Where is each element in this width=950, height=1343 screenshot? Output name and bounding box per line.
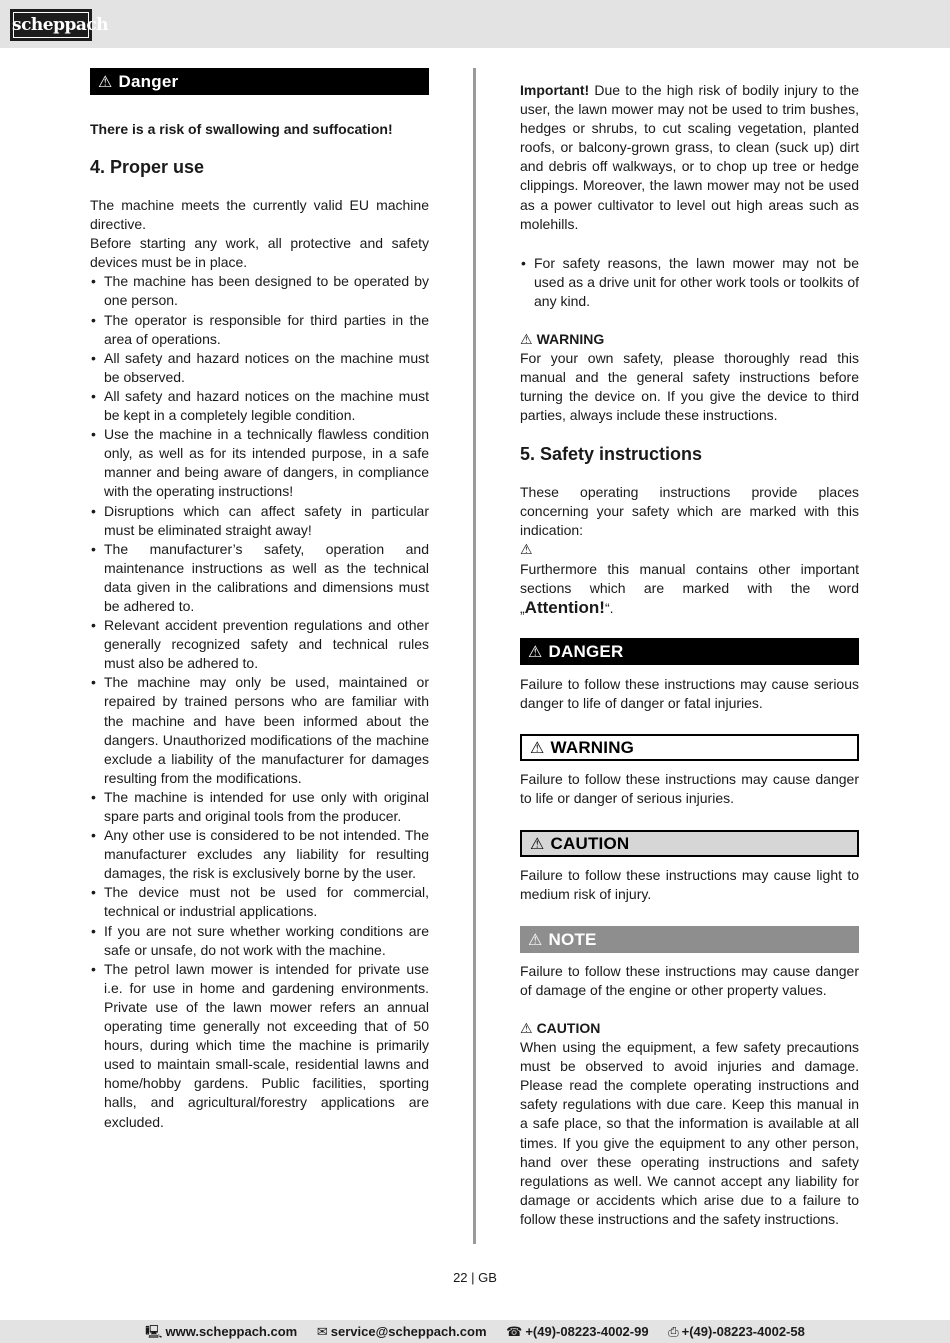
attention-word: Attention! (524, 598, 605, 618)
danger-text: There is a risk of swallowing and suffocation! (90, 121, 393, 137)
warning-triangle-icon: ⚠ (528, 932, 543, 949)
warning-triangle-icon: ⚠ (530, 740, 545, 757)
safety-bullet-list (520, 254, 859, 311)
list-item: • The petrol lawn mower is intended for private use i.e. for use in home and gardening environments. Private use of the lawn mower refers an annual operating time generally not exceeding that of 50 hours, during which time the machine is primarily used to maintain small-scale, residential lawns and home/hobby gardens. Public facilities, sporting halls, and agricultural/forestry applications are excluded. (90, 960, 429, 1132)
danger-box (90, 68, 429, 95)
caution-box (520, 830, 859, 857)
warning-heading (520, 330, 859, 349)
list-item: • All safety and hazard notices on the machine must be observed. (90, 349, 429, 387)
footer-phone[interactable] (506, 1324, 648, 1339)
email-text: service@scheppach.com (330, 1324, 487, 1339)
note-box (520, 926, 859, 953)
proper-use-body (90, 196, 429, 1132)
safety-intro (520, 483, 859, 559)
list-item: • Any other use is considered to be not intended. The manufacturer excludes any liability for resulting damages, the risk is exclusively borne by the user. (90, 826, 429, 883)
list-item: • The machine may only be used, maintained or repaired by trained persons who are familiar with the machine and have been informed about the dangers. Unauthorized modifications of the machine exclude a liability of the manufacturer for damages resulting from the modifications. (90, 673, 429, 788)
fax-icon: ⎙ (668, 1324, 679, 1339)
warning-text: For your own safety, please thoroughly read this manual and the general safety instructions before turning the device on. If you give the device to third parties, always include these instructions. (520, 350, 859, 424)
warning-label: WARNING (550, 738, 635, 757)
attention-text: Furthermore this manual contains other important sections which are marked with the word „ (520, 561, 859, 617)
caution-description: Failure to follow these instructions may cause light to medium risk of injury. (520, 867, 859, 903)
warning-description: Failure to follow these instructions may cause danger to life or danger of serious injuries. (520, 771, 859, 807)
caution-notice (520, 1019, 859, 1229)
important-paragraph (520, 81, 859, 234)
list-item: • For safety reasons, the lawn mower may not be used as a drive unit for other work tools or toolkits of any kind. (520, 254, 859, 311)
warning-box (520, 734, 859, 761)
caution-heading (520, 1019, 859, 1038)
caution-heading-label: CAUTION (536, 1020, 601, 1036)
phone-icon: ☎ (506, 1324, 523, 1339)
header-bar (0, 0, 950, 48)
list-item: • The machine has been designed to be operated by one person. (90, 272, 429, 310)
warning-triangle-icon: ⚠ (528, 644, 543, 661)
warning-triangle-icon: ⚠ (530, 836, 545, 853)
intro-paragraph-2: Before starting any work, all protective and safety devices must be in place. (90, 235, 429, 271)
page-number: 22 | GB (453, 1270, 497, 1285)
footer-email[interactable] (317, 1324, 487, 1339)
list-item: • Disruptions which can affect safety in particular must be eliminated straight away! (90, 502, 429, 540)
list-item: • All safety and hazard notices on the machine must be kept in a completely legible condition. (90, 387, 429, 425)
note-label: NOTE (548, 930, 597, 949)
note-description: Failure to follow these instructions may cause danger of damage of the engine or other property values. (520, 963, 859, 999)
list-item: • Relevant accident prevention regulations and other generally recognized safety and technical rules must also be adhered to. (90, 616, 429, 673)
footer-bar (0, 1320, 950, 1343)
attention-paragraph (520, 560, 859, 618)
danger-box (520, 638, 859, 665)
intro-paragraph-1: The machine meets the currently valid EU machine directive. (90, 197, 429, 233)
column-divider (473, 68, 476, 1244)
danger-description: Failure to follow these instructions may cause serious danger to life of danger or fatal injuries. (520, 676, 859, 712)
danger-label: Danger (118, 72, 179, 91)
caution-text: When using the equipment, a few safety precautions must be observed to avoid injuries and damage. Please read the complete operating instructions and safety regulations with due care. Keep this manual in a safe place, so that the information is available at all times. If you give the equipment to any other person, hand over these operating instructions and safety regulations as well. We cannot accept any liability for damage or accidents which arise due to a failure to follow these instructions and the safety instructions. (520, 1039, 859, 1227)
warning-triangle-icon: ⚠ (520, 331, 533, 347)
list-item: • The operator is responsible for third parties in the area of operations. (90, 311, 429, 349)
website-text: www.scheppach.com (165, 1324, 298, 1339)
warning-heading-label: WARNING (536, 331, 605, 347)
indication-symbol (520, 540, 859, 559)
caution-label: CAUTION (550, 834, 630, 853)
list-item: • The machine is intended for use only with original spare parts and original tools from the producer. (90, 788, 429, 826)
monitor-icon: 🖳 (145, 1324, 163, 1339)
warning-triangle-icon: ⚠ (520, 1020, 533, 1036)
footer-fax[interactable] (668, 1324, 805, 1339)
warning-triangle-icon: ⚠ (98, 74, 113, 91)
list-item: • If you are not sure whether working conditions are safe or unsafe, do not work with the machine. (90, 922, 429, 960)
proper-use-list (90, 272, 429, 1131)
phone-text: +(49)-08223-4002-99 (525, 1324, 649, 1339)
section-4-title: 4. Proper use (90, 157, 205, 177)
safety-intro-text: These operating instructions provide places concerning your safety which are marked with this indication: (520, 484, 859, 539)
important-text: Due to the high risk of bodily injury to the user, the lawn mower may not be used to trim bushes, hedges or shrubs, to cut scaling vegetation, planted roofs, or balcony-grown grass, to clean (suck up) dirt and debris off walkways, or to chop up tree or hedge clippings. Moreover, the lawn mower may not be used as a power cultivator to level out high areas such as molehills. (520, 82, 859, 232)
list-item: • The device must not be used for commercial, technical or industrial applications. (90, 883, 429, 921)
section-5-title: 5. Safety instructions (520, 444, 703, 464)
fax-text: +(49)-08223-4002-58 (681, 1324, 805, 1339)
mail-icon: ✉ (316, 1324, 328, 1339)
warning-notice (520, 330, 859, 425)
scheppach-logo[interactable]: scheppach (10, 9, 92, 41)
warning-triangle-icon: ⚠ (520, 541, 533, 558)
list-item: • Use the machine in a technically flawless condition only, as well as for its intended purpose, in a safe manner and being aware of dangers, in compliance with the operating instructions! (90, 425, 429, 501)
danger-label: DANGER (548, 642, 624, 661)
list-item: • The manufacturer’s safety, operation and maintenance instructions as well as the technical data given in the calibrations and dimensions must be adhered to. (90, 540, 429, 616)
important-label: Important! (520, 82, 590, 98)
attention-text-end: “. (604, 600, 614, 617)
footer-website[interactable] (145, 1324, 297, 1339)
